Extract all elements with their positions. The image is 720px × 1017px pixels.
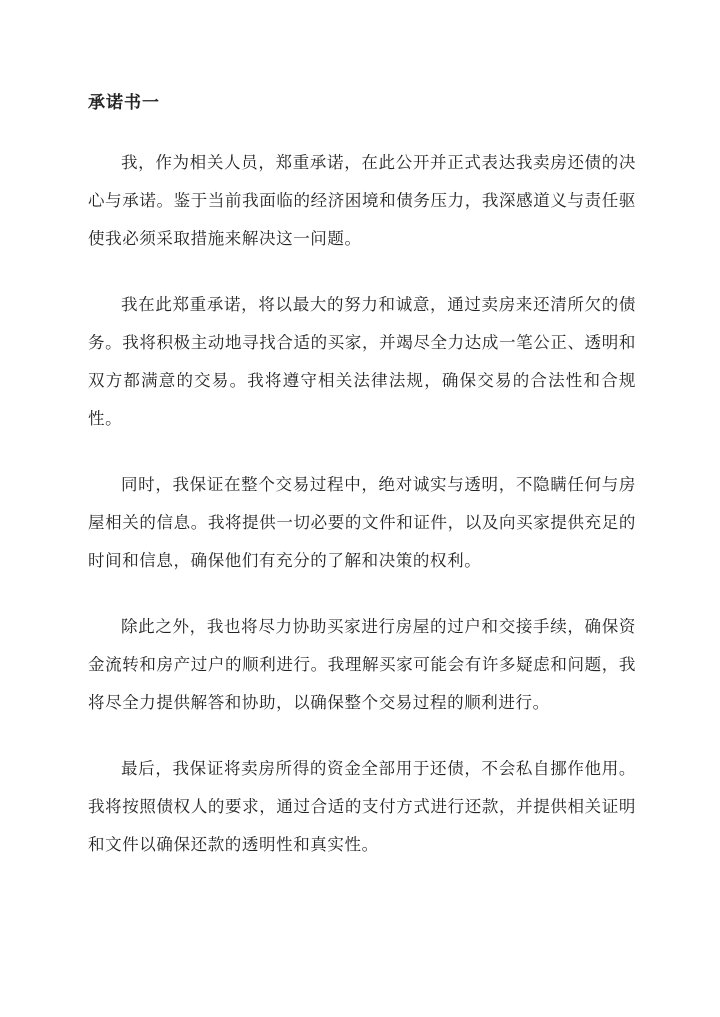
paragraph-3: 同时，我保证在整个交易过程中，绝对诚实与透明，不隐瞒任何与房屋相关的信息。我将提供一切必要的文件和证件，以及向买家提供充足的时间和信息，确保他们有充分的了解和决策的权利。 (88, 475, 636, 570)
paragraph-4: 除此之外，我也将尽力协助买家进行房屋的过户和交接手续，确保资金流转和房产过户的顺利进行。我理解买家可能会有许多疑虑和问题，我将尽全力提供解答和协助，以确保整个交易过程的顺利进行。 (88, 617, 636, 712)
document-body (88, 144, 636, 892)
paragraph-2: 我在此郑重承诺，将以最大的努力和诚意，通过卖房来还清所欠的债务。我将积极主动地寻找合适的买家，并竭尽全力达成一笔公正、透明和双方都满意的交易。我将遵守相关法律法规，确保交易的合法性和合规性。 (88, 295, 636, 428)
paragraph-5: 最后，我保证将卖房所得的资金全部用于还债，不会私自挪作他用。我将按照债权人的要求，通过合适的支付方式进行还款，并提供相关证明和文件以确保还款的透明性和真实性。 (88, 759, 636, 854)
document-title: 承诺书一 (88, 93, 160, 113)
paragraph-1: 我，作为相关人员，郑重承诺，在此公开并正式表达我卖房还债的决心与承诺。鉴于当前我面临的经济困境和债务压力，我深感道义与责任驱使我必须采取措施来解决这一问题。 (88, 153, 636, 248)
